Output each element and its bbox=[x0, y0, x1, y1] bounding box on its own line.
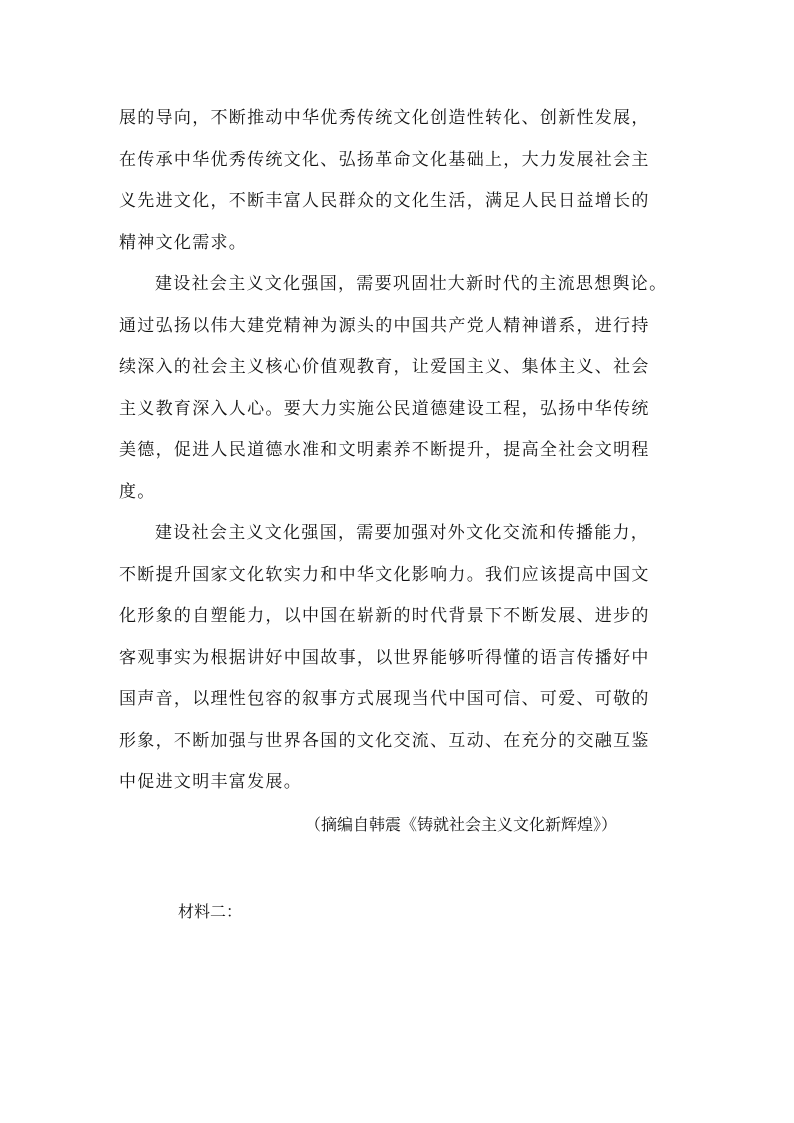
material-two-heading: 材料二： bbox=[178, 902, 243, 921]
text-line: 美德，促进人民道德水准和文明素养不断提升，提高全社会文明程 bbox=[119, 440, 650, 460]
text-line: 化形象的自塑能力，以中国在崭新的时代背景下不断发展、进步的 bbox=[119, 606, 650, 626]
text-line: 客观事实为根据讲好中国故事，以世界能够听得懂的语言传播好中 bbox=[119, 647, 650, 668]
paragraph-continuation bbox=[119, 98, 679, 264]
source-citation: （摘编自韩震《铸就社会主义文化新辉煌》） bbox=[305, 815, 618, 834]
paragraph-communication bbox=[119, 513, 679, 804]
text-line: 在传承中华优秀传统文化、弘扬革命文化基础上，大力发展社会主 bbox=[119, 149, 650, 170]
text-line: 不断提升国家文化软实力和中华文化影响力。我们应该提高中国文 bbox=[119, 564, 650, 585]
text-line: 度。 bbox=[119, 481, 156, 502]
text-line: 义先进文化，不断丰富人民群众的文化生活，满足人民日益增长的 bbox=[119, 191, 650, 211]
text-line: 形象，不断加强与世界各国的文化交流、互动、在充分的交融互鉴 bbox=[119, 730, 650, 751]
text-line: 建设社会主义文化强国，需要巩固壮大新时代的主流思想舆论。 bbox=[155, 274, 668, 294]
text-line: 主义教育深入人心。要大力实施公民道德建设工程，弘扬中华传统 bbox=[119, 398, 650, 419]
article-body bbox=[119, 98, 679, 804]
text-line: 中促进文明丰富发展。 bbox=[119, 772, 302, 792]
text-line: 建设社会主义文化强国，需要加强对外文化交流和传播能力， bbox=[155, 523, 650, 543]
text-line: 国声音，以理性包容的叙事方式展现当代中国可信、可爱、可敬的 bbox=[119, 689, 650, 709]
text-line: 通过弘扬以伟大建党精神为源头的中国共产党人精神谱系，进行持 bbox=[119, 315, 650, 336]
text-line: 精神文化需求。 bbox=[119, 232, 248, 253]
text-line: 展的导向，不断推动中华优秀传统文化创造性转化、创新性发展， bbox=[119, 108, 650, 128]
text-line: 续深入的社会主义核心价值观教育，让爱国主义、集体主义、社会 bbox=[119, 357, 650, 377]
paragraph-ideology bbox=[119, 264, 679, 513]
